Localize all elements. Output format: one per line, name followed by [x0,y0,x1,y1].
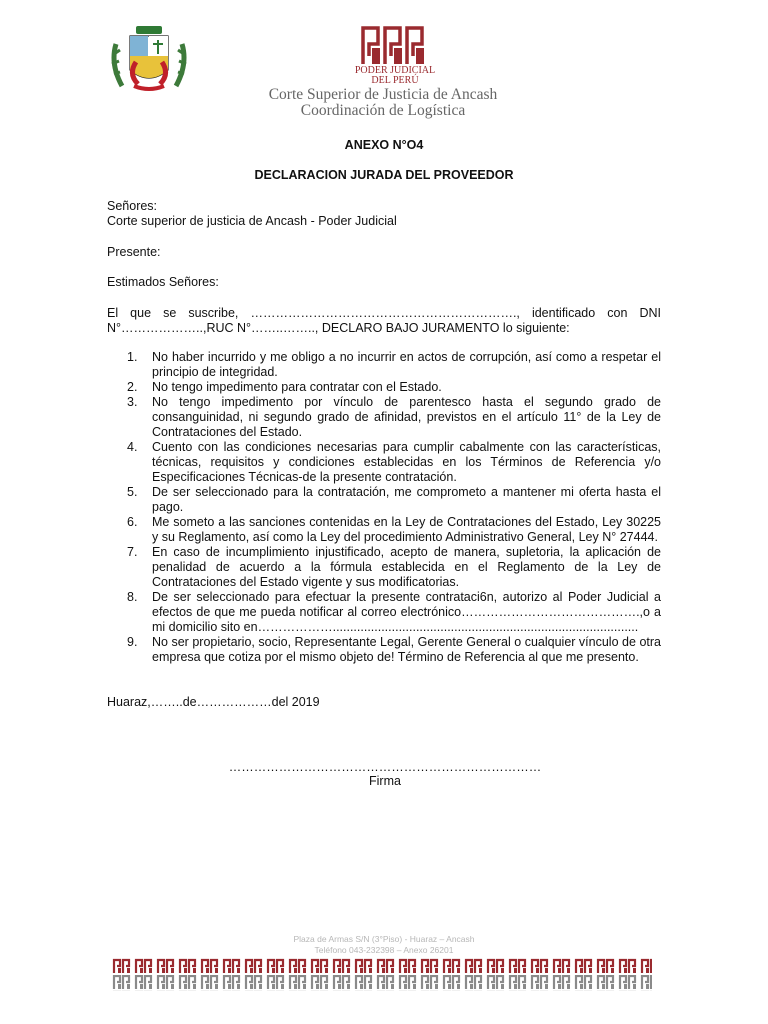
peru-coat-of-arms-icon [108,24,190,96]
item-text: De ser seleccionado para efectuar la presente contrataci6n, autorizo al Poder Judicial a efectos de que me pueda notificar al correo electrónico…………………………………….,o a mi domicilio sito en………………........................................................................................ [152,590,661,634]
item-text: No haber incurrido y me obligo a no incurrir en actos de corrupción, así como a respetar el principio de integridad. [152,350,661,379]
greeting: Estimados Señores: [107,275,219,289]
institution-name-line1: PODER JUDICIAL [354,65,436,76]
signature-line: ………………………………………………………………… [228,760,542,774]
list-item [107,515,661,545]
court-name: Corte Superior de Justicia de Ancash [268,86,498,103]
signature-label: Firma [369,774,401,788]
item-text: Me someto a las sanciones contenidas en la Ley de Contrataciones del Estado, Ley 30225 y su Reglamento, así como la Ley del procedimiento Administrativo General, Ley N° 27444. [152,515,661,544]
document-title: DECLARACION JURADA DEL PROVEEDOR [254,168,514,182]
list-item [107,350,661,380]
place-date-line: Huaraz,……..de………………del 2019 [107,695,320,709]
item-text: Cuento con las condiciones necesarias para cumplir cabalmente con las características, técnicas, requisitos y condiciones establecidas en los Términos de Referencia y/o Especificaciones Técnicas-de la presente contratación. [152,440,661,484]
addressee: Corte superior de justicia de Ancash - Poder Judicial [107,214,397,228]
item-number: 9. [127,635,138,649]
item-number: 1. [127,350,138,364]
declaration-list [107,350,661,665]
item-number: 4. [127,440,138,454]
item-number: 5. [127,485,138,499]
item-text: No ser propietario, socio, Representante Legal, Gerente General o cualquier vínculo de otra empresa que cotiza por el mismo objeto de! Término de Referencia al que me presento. [152,635,661,664]
item-number: 7. [127,545,138,559]
item-text: No tengo impedimento para contratar con el Estado. [152,380,442,394]
salutation: Señores: [107,199,158,213]
item-text: No tengo impedimento por vínculo de parentesco hasta el segundo grado de consanguinidad, ni segundo grado de afinidad, previstos en el artículo 11° de la Ley de Contrataciones del Estado. [152,395,661,439]
intro-line-1: El que se suscribe, ………………………………………………………., identificado con DNI [107,306,661,320]
annex-title: ANEXO N°O4 [344,138,424,152]
list-item [107,395,661,440]
list-item [107,380,661,395]
item-number: 8. [127,590,138,604]
item-number: 2. [127,380,138,394]
list-item [107,635,661,665]
department-name: Coordinación de Logística [300,102,466,119]
item-number: 3. [127,395,138,409]
institution-name [320,66,470,86]
footer-address: Plaza de Armas S/N (3°Piso) - Huaraz – Ancash [293,934,475,944]
item-text: De ser seleccionado para la contratación, me comprometo a mantener mi oferta hasta el pago. [152,485,661,514]
list-item [107,590,661,635]
footer-phone: Teléfono 043-232398 – Anexo 26201 [314,945,454,955]
list-item [107,485,661,515]
item-number: 6. [127,515,138,529]
list-item [107,545,661,590]
item-text: En caso de incumplimiento injustificado, acepto de manera, supletoria, la aplicación de penalidad de acuerdo a la fórmula establecida en el Reglamento de la Ley de Contrataciones del Estado vigente y sus modificatorias. [152,545,661,589]
poder-judicial-logo-icon [360,24,430,66]
decorative-band-icon [112,958,652,992]
list-item [107,440,661,485]
presente-label: Presente: [107,245,161,259]
intro-line-2: N°………………..,RUC N°……..…….., DECLARO BAJO JURAMENTO lo siguiente: [107,321,570,335]
institution-name-line2: DEL PERÚ [371,75,419,86]
